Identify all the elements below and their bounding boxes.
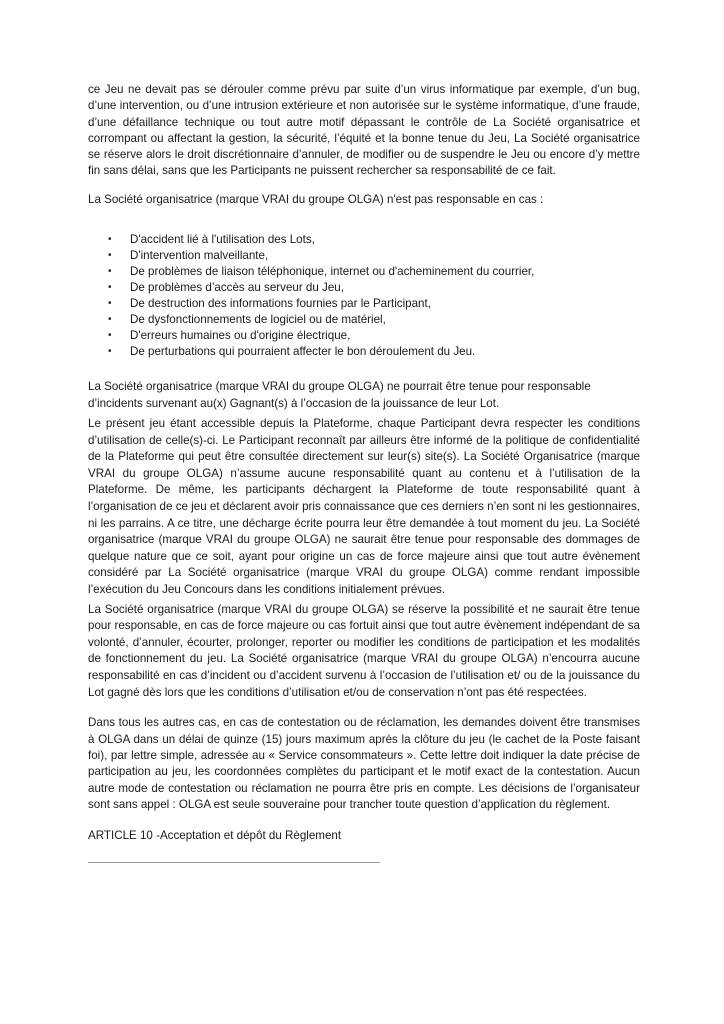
paragraph-incidents: La Société organisatrice (marque VRAI du groupe OLGA) ne pourrait être tenue pour responsable d’incidents survenant au(x) Gagnant(s) à l’occasion de la jouissance de leur Lot. <box>88 380 591 411</box>
paragraph-claims: Dans tous les autres cas, en cas de contestation ou de réclamation, les demandes doivent être transmises à OLGA dans un délai de quinze (15) jours maximum après la clôture du jeu (le cachet de la Poste faisant foi), par lettre simple, adressée au « Service consommateurs ». Cette lettre doit indiquer la date précise de participation au jeu, les coordonnées complètes du participant et le motif exact de la contestation. Aucun autre mode de contestation ou réclamation ne pourra être pris en compte. Les décisions de l’organisateur sont sans appel : OLGA est seule souveraine pour trancher toute question d’application du règlement. <box>88 716 640 812</box>
list-item: • De destruction des informations fournies par le Participant, <box>108 297 431 311</box>
bullet-icon: • <box>108 250 112 262</box>
list-item: • De problèmes de liaison téléphonique, internet ou d'acheminement du courrier, <box>108 265 535 279</box>
footnote-separator <box>88 862 380 863</box>
bullet-icon: • <box>108 298 112 310</box>
bullet-icon: • <box>108 346 112 358</box>
bullet-icon: • <box>108 314 112 326</box>
liability-list <box>88 232 640 360</box>
list-item: • D'intervention malveillante, <box>108 249 269 263</box>
paragraph-continuation: ce Jeu ne devait pas se dérouler comme prévu par suite d’un virus informatique par exemple, d’un bug, d’une intervention, ou d’une intrusion extérieure et non autorisée sur le système informatique, d’une fraude, d’une défaillance technique ou tout autre motif dépassant le contrôle de La Société organisatrice et corrompant ou affectant la gestion, la sécurité, l’équité et la bonne tenue du Jeu, La Société organisatrice se réserve alors le droit discrétionnaire d’annuler, de modifier ou de suspendre le Jeu ou encore d’y mettre fin sans délai, sans que les Participants ne puissent rechercher sa responsabilité de ce fait. <box>88 83 640 178</box>
bullet-icon: • <box>108 282 112 294</box>
list-item: • D'erreurs humaines ou d'origine électrique, <box>108 329 351 343</box>
list-item: • D'accident lié à l'utilisation des Lots, <box>108 233 315 247</box>
bullet-icon: • <box>108 234 112 246</box>
list-item: • De problèmes d’accès au serveur du Jeu, <box>108 281 344 295</box>
liability-intro: La Société organisatrice (marque VRAI du groupe OLGA) n'est pas responsable en cas : <box>88 192 544 206</box>
article-heading: ARTICLE 10 -Acceptation et dépôt du Règlement <box>88 828 342 842</box>
paragraph-platform: Le présent jeu étant accessible depuis la Plateforme, chaque Participant devra respecter les conditions d’utilisation de celle(s)-ci. Le Participant reconnaît par ailleurs être informé de la politique de confidentialité de la Plateforme qui peut être consultée directement sur leur(s) site(s). La Société Organisatrice (marque VRAI du groupe OLGA) n’assume aucune responsabilité quant au contenu et à l’utilisation de la Plateforme. De même, les participants déchargent la Plateforme de toute responsabilité quant à l’organisation de ce jeu et déclarent avoir pris connaissance que ces derniers n’en sont ni les gestionnaires, ni les parrains. A ce titre, une décharge écrite pourra leur être demandée à tout moment du jeu. La Société organisatrice (marque VRAI du groupe OLGA) ne saurait être tenue pour responsable des dommages de quelque nature que ce soit, ayant pour origine un cas de force majeure ainsi que tout autre évènement considéré par La Société organisatrice (marque VRAI du groupe OLGA) comme rendant impossible l’exécution du Jeu Concours dans les conditions initialement prévues. <box>88 417 640 597</box>
bullet-icon: • <box>108 330 112 342</box>
paragraph-force-majeure: La Société organisatrice (marque VRAI du groupe OLGA) se réserve la possibilité et ne saurait être tenue pour responsable, en cas de force majeure ou cas fortuit ainsi que tout autre évènement indépendant de sa volonté, d’annuler, écourter, prolonger, reporter ou modifier les conditions de participation et les modalités de fonctionnement du jeu. La Société organisatrice (marque VRAI du groupe OLGA) n’encourra aucune responsabilité en cas d’incident ou d’accident survenu à l’occasion de l’utilisation et/ ou de la jouissance du Lot gagné dès lors que les conditions d’utilisation et/ou de conservation n’ont pas été respectées. <box>88 602 640 699</box>
list-item: • De dysfonctionnements de logiciel ou de matériel, <box>108 313 386 327</box>
document-page <box>88 82 640 863</box>
list-item: • De perturbations qui pourraient affecter le bon déroulement du Jeu. <box>108 345 476 359</box>
bullet-icon: • <box>108 266 112 278</box>
